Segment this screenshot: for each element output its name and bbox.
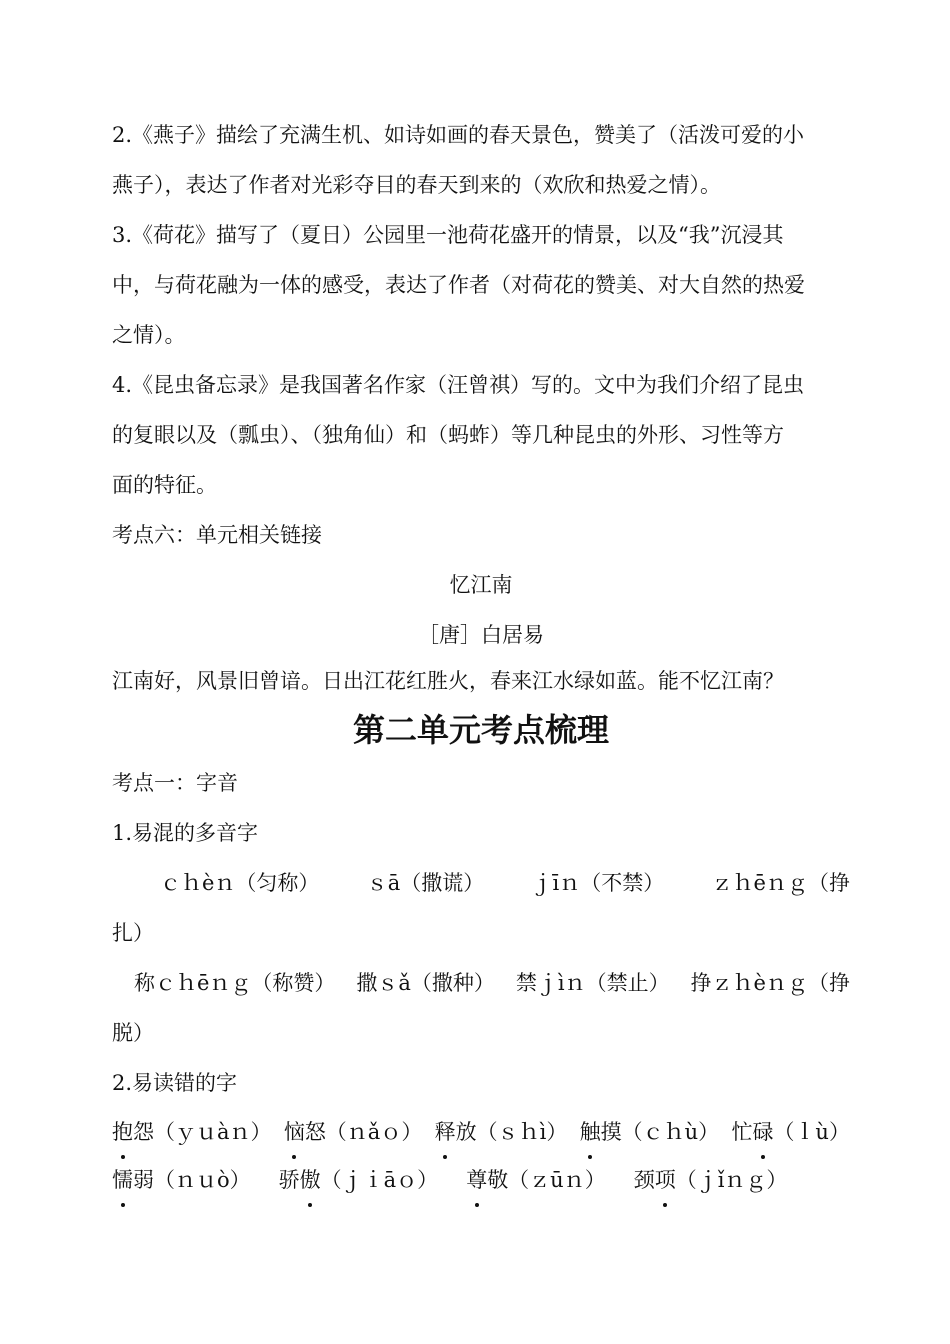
polyphone-item: 撒ｓǎ（撒种） xyxy=(356,971,495,995)
summary-p3-line3: 之情）。 xyxy=(112,323,186,347)
emphasis-char: 释 xyxy=(435,1108,456,1156)
misread-item: 恼怒（ｎǎｏ） xyxy=(284,1108,423,1156)
section6-heading: 考点六：单元相关链接 xyxy=(112,523,322,547)
polyphone-row-1-wrap: 扎） xyxy=(112,921,154,945)
emphasis-char: 傲 xyxy=(300,1156,321,1204)
polyphone-row-1 xyxy=(112,858,850,908)
misread-item: 抱怨（ｙｕàｎ） xyxy=(112,1108,272,1156)
polyphone-subheading: 1.易混的多音字 xyxy=(112,821,259,845)
emphasis-char: 恼 xyxy=(284,1108,305,1156)
emphasis-char: 触 xyxy=(580,1108,601,1156)
poem-text: 江南好，风景旧曾谙。日出江花红胜火，春来江水绿如蓝。能不忆江南？ xyxy=(112,669,784,693)
misread-row-2 xyxy=(112,1156,850,1204)
misread-row-1 xyxy=(112,1108,850,1156)
polyphone-item: ｃｈèｎ（匀称） xyxy=(160,871,320,895)
misread-item: 颈项（ｊǐｎｇ） xyxy=(634,1156,788,1204)
misread-item: 触摸（ｃｈù） xyxy=(580,1108,720,1156)
misread-subheading: 2.易读错的字 xyxy=(112,1071,238,1095)
emphasis-char: 尊 xyxy=(466,1156,487,1204)
misread-item: 尊敬（ｚūｎ） xyxy=(466,1156,606,1204)
poem-author: ［唐］白居易 xyxy=(418,623,544,647)
misread-item: 释放（ｓｈì） xyxy=(435,1108,568,1156)
polyphone-row-2-wrap: 脱） xyxy=(112,1021,154,1045)
document-page xyxy=(112,110,850,1204)
summary-p3-line1: 3.《荷花》描写了（夏日）公园里一池荷花盛开的情景，以及“我”沉浸其 xyxy=(112,223,784,247)
poem-title: 忆江南 xyxy=(449,573,513,597)
summary-p3-line2: 中，与荷花融为一体的感受，表达了作者（对荷花的赞美、对大自然的热爱 xyxy=(112,273,805,297)
misread-item: 懦弱（ｎｕò） xyxy=(112,1156,251,1204)
polyphone-item: 挣ｚｈèｎｇ（挣 xyxy=(690,971,850,995)
emphasis-char: 抱 xyxy=(112,1108,133,1156)
unit2-title: 第二单元考点梳理 xyxy=(352,711,609,749)
summary-p2-line1: 2.《燕子》描绘了充满生机、如诗如画的春天景色，赞美了（活泼可爱的小 xyxy=(112,123,805,147)
emphasis-char: 碌 xyxy=(752,1108,773,1156)
polyphone-item: ｓā（撒谎） xyxy=(366,871,485,895)
summary-p4-line2: 的复眼以及（瓢虫）、（独角仙）和（蚂蚱）等几种昆虫的外形、习性等方 xyxy=(112,423,784,447)
polyphone-item: ｚｈēｎｇ（挣 xyxy=(711,871,850,895)
emphasis-char: 项 xyxy=(655,1156,676,1204)
polyphone-item: 称ｃｈēｎｇ（称赞） xyxy=(134,971,336,995)
polyphone-item: 禁ｊìｎ（禁止） xyxy=(515,971,670,995)
misread-item: 骄傲（ｊｉāｏ） xyxy=(279,1156,439,1204)
polyphone-item: ｊīｎ（不禁） xyxy=(531,871,665,895)
summary-p4-line3: 面的特征。 xyxy=(112,473,217,497)
point1-heading: 考点一：字音 xyxy=(112,771,238,795)
summary-p4-line1: 4.《昆虫备忘录》是我国著名作家（汪曾祺）写的。文中为我们介绍了昆虫 xyxy=(112,373,805,397)
summary-p2-line2: 燕子），表达了作者对光彩夺目的春天到来的（欢欣和热爱之情）。 xyxy=(112,173,721,197)
emphasis-char: 懦 xyxy=(112,1156,133,1204)
polyphone-row-2 xyxy=(112,958,850,1008)
misread-item: 忙碌（ｌù） xyxy=(731,1108,850,1156)
